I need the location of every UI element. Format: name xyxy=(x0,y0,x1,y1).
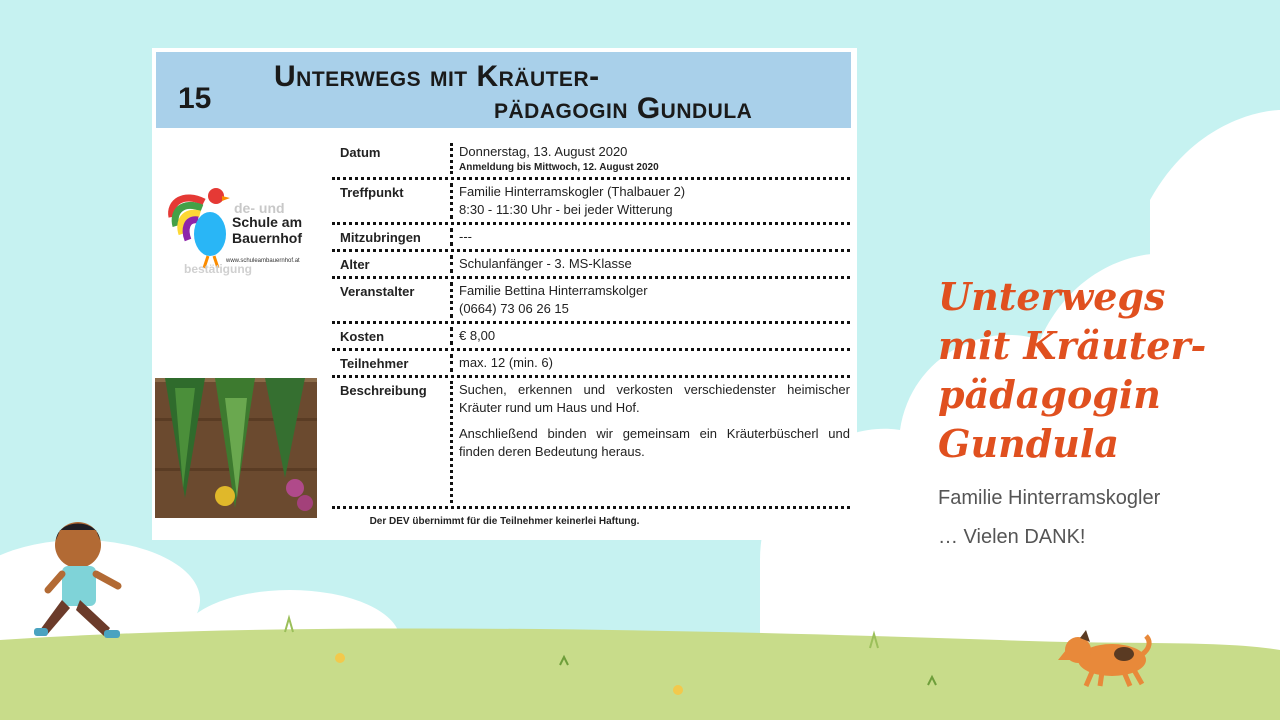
logo-text: Bauernhof xyxy=(232,230,302,246)
info-label: Teilnehmer xyxy=(340,356,409,371)
info-row-description xyxy=(332,378,850,509)
info-label: Beschreibung xyxy=(340,383,427,398)
info-value: Familie Hinterramskogler (Thalbauer 2) xyxy=(459,184,686,199)
info-value: Familie Bettina Hinterramskolger xyxy=(459,283,648,298)
slide-title-line: mit Kräuter- xyxy=(938,323,1207,368)
event-info-table xyxy=(332,140,850,509)
info-label: Veranstalter xyxy=(340,284,415,299)
description-paragraph: Anschließend binden wir gemeinsam ein Kräuterbüscherl und finden deren Bedeutung heraus. xyxy=(459,426,850,459)
info-value: € 8,00 xyxy=(459,328,496,343)
slide-title xyxy=(938,272,1258,468)
flower-dot xyxy=(673,685,683,695)
slide-title-line: Unterwegs xyxy=(938,274,1166,319)
info-label: Alter xyxy=(340,257,370,272)
liability-disclaimer: Der DEV übernimmt für die Teilnehmer keinerlei Haftung. xyxy=(369,516,640,527)
info-value: Donnerstag, 13. August 2020 xyxy=(459,144,628,159)
flyer-title-line2: pädagogin Gundula xyxy=(494,92,753,125)
info-row xyxy=(332,225,850,252)
registration-deadline: Anmeldung bis Mittwoch, 12. August 2020 xyxy=(459,162,659,173)
info-row xyxy=(332,279,850,324)
info-value: 8:30 - 11:30 Uhr - bei jeder Witterung xyxy=(459,202,673,217)
flyer-title-line1: Unterwegs mit Kräuter- xyxy=(274,60,600,93)
flyer-header xyxy=(156,52,851,128)
slide-subtitle: Familie Hinterramskogler xyxy=(938,487,1161,509)
slide-thanks: … Vielen DANK! xyxy=(938,526,1086,548)
info-value: max. 12 (min. 6) xyxy=(459,355,553,370)
herbs-photo xyxy=(155,378,317,518)
flower-dot xyxy=(335,653,345,663)
info-row xyxy=(332,180,850,225)
event-number: 15 xyxy=(178,82,212,115)
logo-ghost-text: de- und xyxy=(234,200,285,216)
slide-title-line: pädagogin xyxy=(938,372,1161,417)
school-farm-logo xyxy=(164,182,314,282)
info-row xyxy=(332,324,850,351)
info-row xyxy=(332,252,850,279)
info-label: Datum xyxy=(340,145,381,160)
info-label: Kosten xyxy=(340,329,385,344)
info-value: --- xyxy=(459,229,472,244)
logo-text: Schule am xyxy=(232,214,303,230)
logo-url: www.schuleambauernhof.at xyxy=(226,258,300,264)
info-row xyxy=(332,140,850,180)
logo-ghost-text: bestätigung xyxy=(184,262,252,276)
info-label: Mitzubringen xyxy=(340,230,421,245)
slide-title-line: Gundula xyxy=(938,421,1119,466)
info-value: Schulanfänger - 3. MS-Klasse xyxy=(459,256,632,271)
info-value: (0664) 73 06 26 15 xyxy=(459,301,569,316)
event-flyer xyxy=(152,48,857,540)
info-label: Treffpunkt xyxy=(340,185,404,200)
description-paragraph: Suchen, erkennen und verkosten verschiedenster heimischer Kräuter rund um Haus und Hof. xyxy=(459,382,850,415)
rooster-icon xyxy=(164,182,234,272)
info-row xyxy=(332,351,850,378)
